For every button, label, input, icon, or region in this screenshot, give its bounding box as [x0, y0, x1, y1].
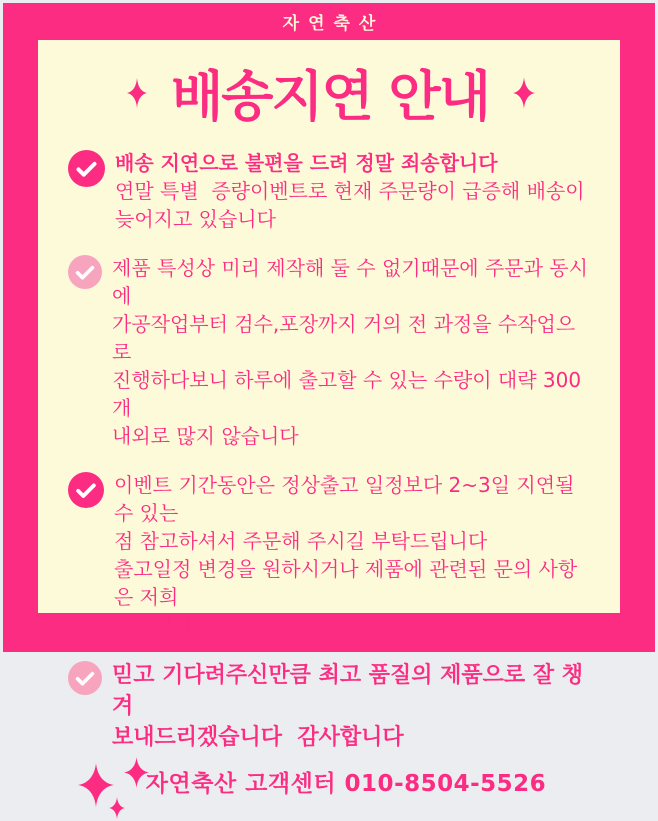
text-line: 고객센터로 연락주시면 빠르게 안내해 드리겠습니다	[114, 613, 565, 637]
notice-panel	[38, 40, 620, 797]
check-circle-dark-icon	[68, 150, 105, 233]
customer-center-contact: 자연축산 고객센터 010-8504-5526	[145, 771, 547, 797]
sparkle-icon	[109, 797, 125, 819]
notice-frame	[3, 3, 655, 797]
text-line: 내외로 많지 않습니다	[112, 424, 299, 448]
footer-row	[68, 765, 594, 798]
brand-bar	[3, 3, 655, 40]
text-line: 이벤트 기간동안은 정상출고 일정보다 2~3일 지연될 수 있는	[114, 473, 581, 525]
brand-label: 자연축산	[282, 14, 385, 34]
list-item-text	[115, 149, 585, 233]
sparkle-cluster-icon	[78, 757, 162, 821]
text-line: 제품 특성상 미리 제작해 둘 수 없기때문에 주문과 동시에	[112, 256, 588, 308]
title-row	[68, 54, 594, 131]
text-line: 배송 지연으로 불편을 드려 정말 죄송합니다	[115, 151, 498, 175]
text-line: 늦어지고 있습니다	[115, 207, 276, 231]
text-line: 보내드리겠습니다 감사합니다	[112, 725, 404, 750]
check-circle-light-icon	[68, 255, 102, 450]
list-item-text	[114, 471, 594, 639]
list-item-text	[112, 660, 594, 753]
list-item-text	[112, 254, 594, 450]
list-item	[68, 471, 594, 639]
sparkle-icon	[127, 78, 147, 108]
text-line: 믿고 기다려주신만큼 최고 품질의 제품으로 잘 챙겨	[112, 663, 583, 719]
sparkle-icon	[513, 77, 535, 109]
list-item	[68, 660, 594, 753]
list-item	[68, 149, 594, 233]
check-circle-dark-icon	[68, 472, 104, 639]
text-line: 가공작업부터 검수,포장까지 거의 전 과정을 수작업으로	[112, 312, 576, 364]
text-line: 진행하다보니 하루에 출고할 수 있는 수량이 대략 300개	[112, 368, 582, 420]
sparkle-icon	[124, 757, 149, 788]
text-line: 출고일정 변경을 원하시거나 제품에 관련된 문의 사항은 저희	[114, 557, 578, 609]
list-item	[68, 254, 594, 450]
text-line: 연말 특별 증량이벤트로 현재 주문량이 급증해 배송이	[115, 179, 585, 203]
check-circle-light-icon	[68, 661, 102, 753]
text-line: 점 참고하셔서 주문해 주시길 부탁드립니다	[114, 529, 488, 553]
page-title: 배송지연 안내	[171, 65, 489, 128]
